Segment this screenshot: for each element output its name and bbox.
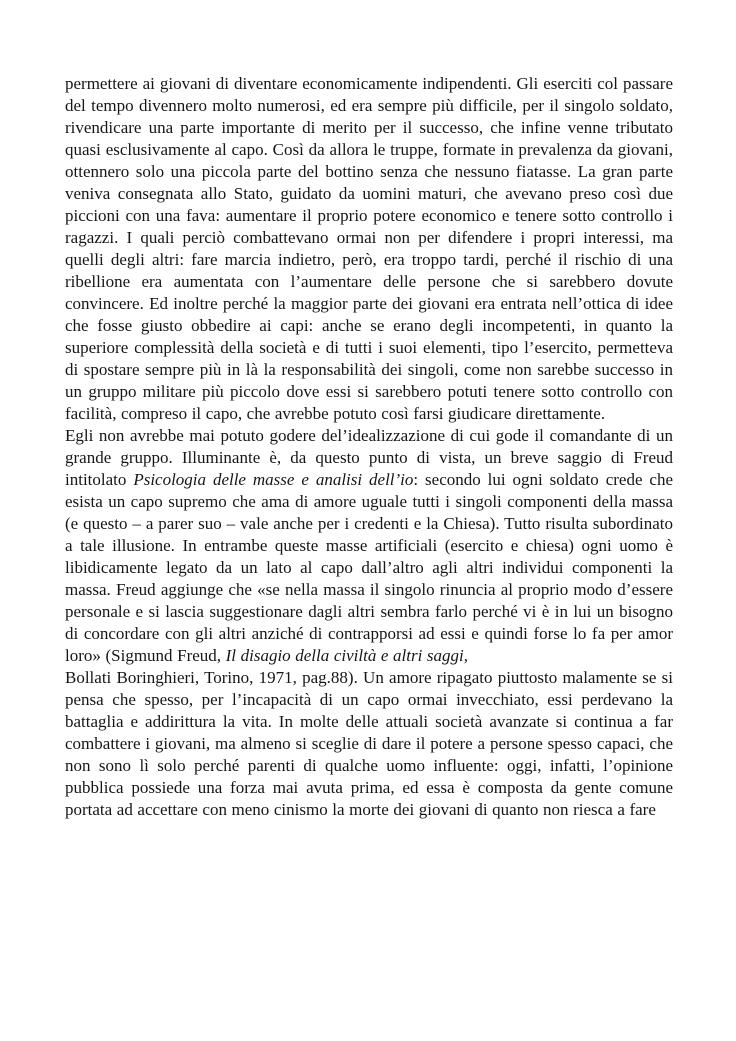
paragraph bbox=[65, 73, 673, 425]
italic-text-run: Il disagio della civiltà e altri saggi, bbox=[225, 646, 469, 665]
paragraph bbox=[65, 667, 673, 821]
italic-text-run: Psicologia delle masse e analisi dell’io bbox=[133, 470, 414, 489]
paragraph bbox=[65, 425, 673, 667]
text-run: Egli non avrebbe mai potuto godere del’idealizzazione di cui gode il comandante di un grande gruppo. Illuminante è, da questo punto di vista, un breve saggio di Freud intitolato bbox=[65, 426, 673, 489]
text-body bbox=[65, 73, 673, 821]
text-run: : secondo lui ogni soldato crede che esista un capo supremo che ama di amore uguale tutti i singoli componenti della massa (e questo – a parer suo – vale anche per i credenti e la Chiesa). Tutto risulta subordinato a tale illusione. In entrambe queste masse artificiali (esercito e chiesa) ogni uomo è libidicamente legato da un lato al capo dall’altro agli altri individui componenti la massa. Freud aggiunge che «se nella massa il singolo rinuncia al proprio modo d’essere personale e si lascia suggestionare dagli altri sembra farlo perché vi è in lui un bisogno di concordare con gli altri anziché di contrapporsi ad essi e quindi forse lo fa per amor loro» (Sigmund Freud, bbox=[65, 470, 673, 665]
text-run: permettere ai giovani di diventare economicamente indipendenti. Gli eserciti col passare del tempo divennero molto numerosi, ed era sempre più difficile, per il singolo soldato, rivendicare una parte importante di merito per il successo, che infine venne tributato quasi esclusivamente al capo. Così da allora le truppe, formate in prevalenza da giovani, ottennero solo una piccola parte del bottino senza che nessuno fiatasse. La gran parte veniva consegnata allo Stato, guidato da uomini maturi, che avevano preso così due piccioni con una fava: aumentare il proprio potere economico e tenere sotto controllo i ragazzi. I quali perciò combattevano ormai non per difendere i propri interessi, ma quelli degli altri: fare marcia indietro, però, era troppo tardi, perché il rischio di una ribellione era aumentata con l’aumentare delle persone che si sarebbero dovute convincere. Ed inoltre perché la maggior parte dei giovani era entrata nell’ottica di idee che fosse giusto obbedire ai capi: anche se erano degli incompetenti, in quanto la superiore complessità della società e di tutti i suoi elementi, tipo l’esercito, permetteva di spostare sempre più in là la responsabilità dei singoli, come non sarebbe successo in un gruppo militare più piccolo dove essi si sarebbero potuti tenere sotto controllo con facilità, compreso il capo, che avrebbe potuto così farsi giudicare direttamente. bbox=[65, 74, 673, 423]
text-run: Bollati Boringhieri, Torino, 1971, pag.88). Un amore ripagato piuttosto malamente se si pensa che spesso, per l’incapacità di un capo ormai invecchiato, essi perdevano la battaglia e addirittura la vita. In molte delle attuali società avanzate si continua a far combattere i giovani, ma almeno si sceglie di dare il potere a persone spesso capaci, che non sono lì solo perché parenti di qualche uomo influente: oggi, infatti, l’opinione pubblica possiede una forza mai avuta prima, ed essa è composta da gente comune portata ad accettare con meno cinismo la morte dei giovani di quanto non riesca a fare bbox=[65, 668, 673, 819]
